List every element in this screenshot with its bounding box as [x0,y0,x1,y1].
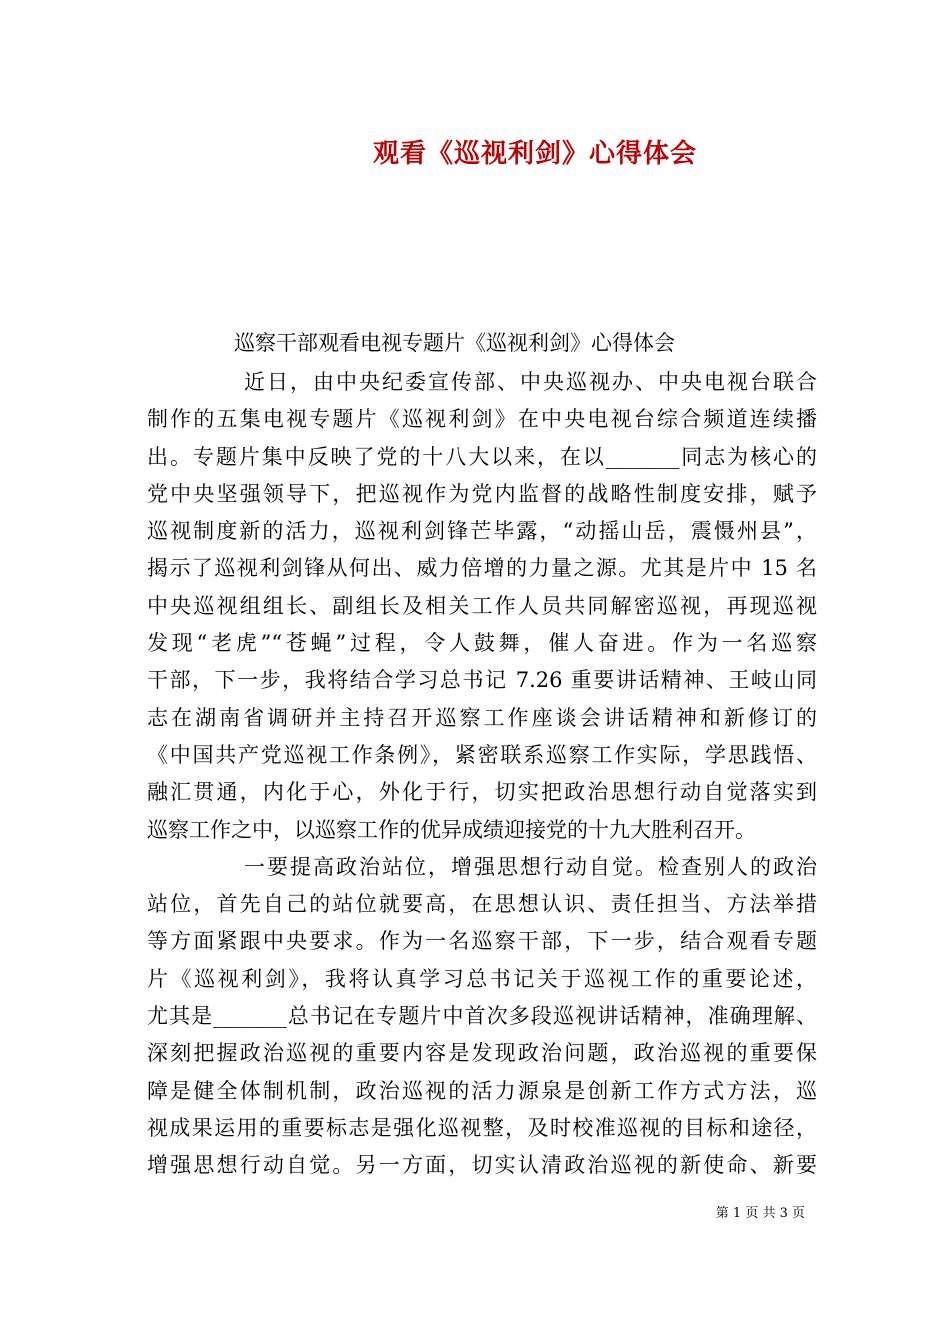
document-body [147,364,817,1185]
text-line: 揭示了巡视利剑锋从何出、威力倍增的力量之源。尤其是片中 15 名 [147,556,817,581]
text-line: 志在湖南省调研并主持召开巡察工作座谈会讲话精神和新修订的 [147,705,817,730]
text-line: 尤其是_______总书记在专题片中首次多段巡视讲话精神，准确理解、 [147,1004,817,1029]
text-line: 干部，下一步，我将结合学习总书记 7.26 重要讲话精神、王岐山同 [147,668,817,693]
text-line: 制作的五集电视专题片《巡视利剑》在中央电视台综合频道连续播 [147,407,817,432]
text-line: 出。专题片集中反映了党的十八大以来，在以_______同志为核心的 [147,444,817,469]
paragraph-1 [147,364,817,849]
text-line: 等方面紧跟中央要求。作为一名巡察干部，下一步，结合观看专题 [147,929,817,954]
text-line: 融汇贯通，内化于心，外化于行，切实把政治思想行动自觉落实到 [147,780,817,805]
text-line: 深刻把握政治巡视的重要内容是发现政治问题，政治巡视的重要保 [147,1041,817,1066]
text-line: 片《巡视利剑》，我将认真学习总书记关于巡视工作的重要论述， [147,966,817,991]
text-line: 障是健全体制机制，政治巡视的活力源泉是创新工作方式方法，巡 [147,1078,817,1103]
text-line: 一要提高政治站位，增强思想行动自觉。检查别人的政治 [244,854,817,879]
document-subtitle: 巡察干部观看电视专题片《巡视利剑》心得体会 [234,331,675,355]
text-line: 发现“老虎”“苍蝇”过程，令人鼓舞，催人奋进。作为一名巡察 [147,631,817,656]
text-line: 视成果运用的重要标志是强化巡视整，及时校准巡视的目标和途径， [147,1115,817,1140]
text-line: 近日，由中央纪委宣传部、中央巡视办、中央电视台联合 [244,370,817,394]
text-line: 站位，首先自己的站位就要高，在思想认识、责任担当、方法举措 [147,892,817,917]
page-number-footer: 第 1 页 共 3 页 [715,1206,805,1221]
text-line: 巡视制度新的活力，巡视利剑锋芒毕露，“动摇山岳，震慑州县”， [147,519,817,544]
document-title: 观看《巡视利剑》心得体会 [372,139,697,169]
text-line: 中央巡视组组长、副组长及相关工作人员共同解密巡视，再现巡视 [147,593,817,618]
paragraph-2 [147,849,817,1185]
text-line: 《中国共产党巡视工作条例》，紧密联系巡察工作实际，学思践悟、 [147,742,817,767]
text-line: 党中央坚强领导下，把巡视作为党内监督的战略性制度安排，赋予 [147,481,817,506]
text-line: 增强思想行动自觉。另一方面，切实认清政治巡视的新使命、新要 [147,1153,817,1178]
text-line: 巡察工作之中，以巡察工作的优异成绩迎接党的十九大胜利召开。 [147,817,756,842]
